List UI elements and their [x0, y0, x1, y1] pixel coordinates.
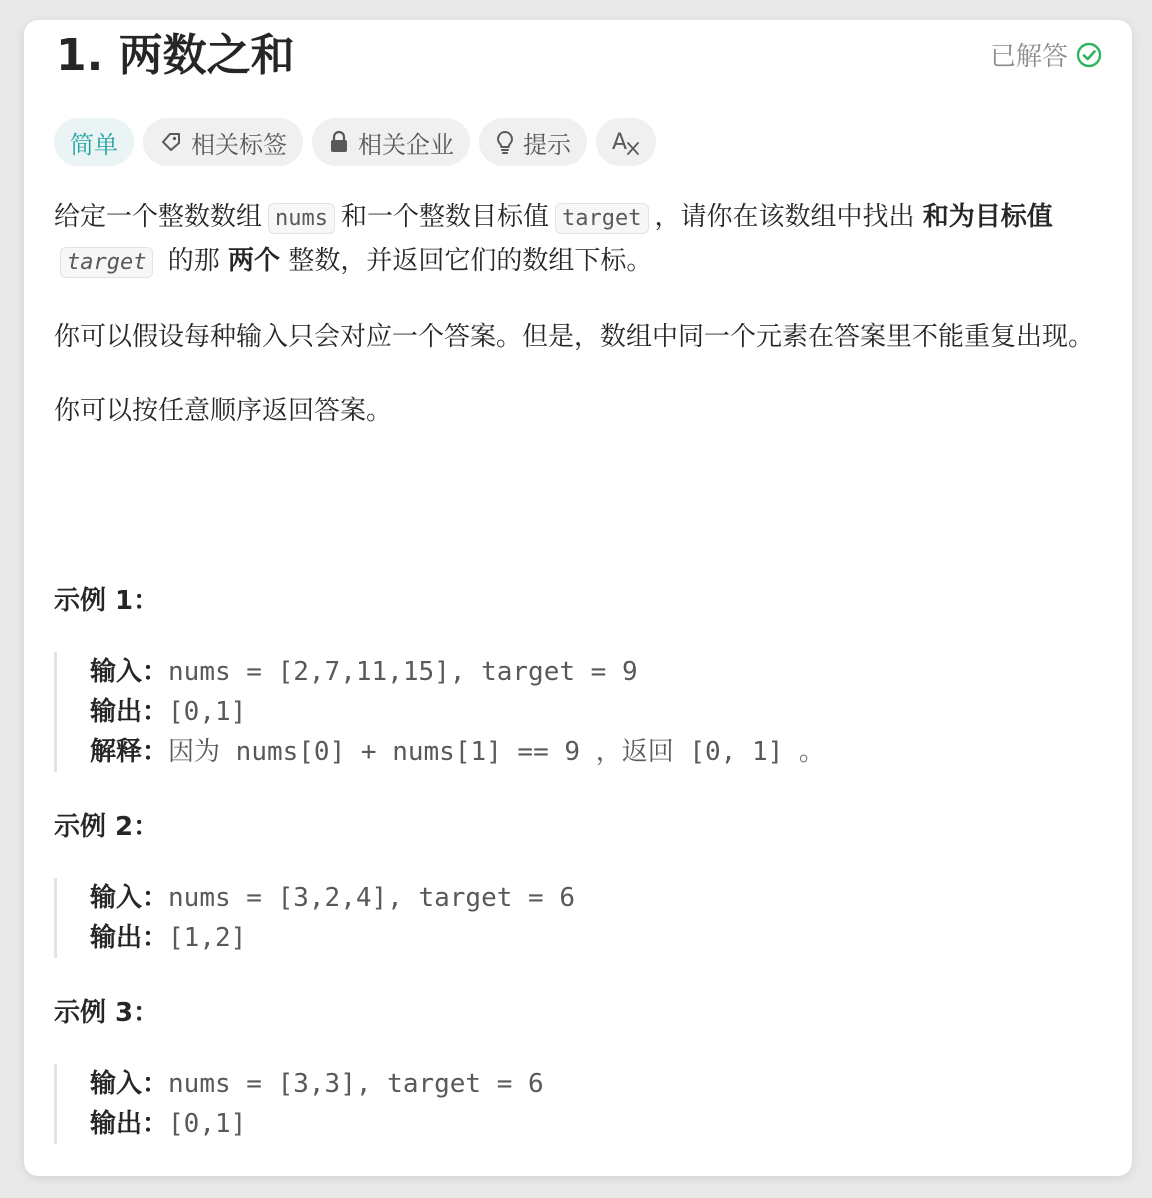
- inline-code-target: target: [555, 203, 648, 234]
- example-input-line: [90, 652, 1130, 692]
- translate-icon: [612, 130, 640, 155]
- input-value: nums = [3,2,4], target = 6: [168, 883, 576, 913]
- example-input-line: [90, 878, 1130, 918]
- example-3-block: [54, 1064, 1130, 1144]
- related-companies-button[interactable]: [312, 118, 470, 166]
- input-label: 输入：: [90, 1069, 169, 1099]
- desc-text: 和一个整数目标值: [341, 202, 550, 232]
- bold-text: 和为目标值: [922, 202, 1053, 232]
- output-value: [0,1]: [168, 1109, 247, 1139]
- solved-status-label: 已解答: [989, 42, 1068, 72]
- related-tags-button[interactable]: [143, 118, 303, 166]
- output-label: 输出：: [90, 697, 169, 727]
- description-paragraph-3: 你可以按任意顺序返回答案。: [54, 396, 393, 426]
- check-circle-icon: [1076, 42, 1102, 68]
- example-1-title: 示例 1：: [54, 586, 160, 616]
- input-value: nums = [3,3], target = 6: [168, 1069, 544, 1099]
- inline-code-target-italic: target: [60, 247, 153, 278]
- desc-text: 整数，并返回它们的数组下标。: [288, 246, 653, 276]
- example-2-block: [54, 878, 1130, 958]
- difficulty-tag[interactable]: [54, 118, 134, 166]
- input-label: 输入：: [90, 657, 169, 687]
- example-input-line: [90, 1064, 1130, 1104]
- desc-text: 给定一个整数数组: [54, 202, 263, 232]
- description-paragraph-2: 你可以假设每种输入只会对应一个答案。但是，数组中同一个元素在答案里不能重复出现。: [54, 322, 1095, 352]
- problem-title: 1. 两数之和: [56, 30, 295, 81]
- output-value: [0,1]: [168, 697, 247, 727]
- problem-card: [24, 20, 1132, 1176]
- output-label: 输出：: [90, 1109, 169, 1139]
- explain-label: 解释：: [90, 737, 169, 767]
- translate-label: A: [612, 129, 628, 155]
- example-3-title: 示例 3：: [54, 998, 160, 1028]
- translate-button[interactable]: [596, 118, 656, 166]
- output-value: [1,2]: [168, 923, 247, 953]
- output-label: 输出：: [90, 923, 169, 953]
- tag-bar: [54, 118, 656, 166]
- desc-text: 的那: [167, 246, 220, 276]
- desc-text: ，请你在该数组中找出: [654, 202, 915, 232]
- bold-text: 两个: [228, 246, 281, 276]
- example-1-block: [54, 652, 1130, 772]
- problem-description: [54, 196, 1104, 432]
- lock-icon: [328, 130, 350, 154]
- inline-code-nums: nums: [268, 203, 335, 234]
- example-2-title: 示例 2：: [54, 812, 160, 842]
- explain-value: 因为 nums[0] + nums[1] == 9 ，返回 [0, 1] 。: [168, 737, 825, 767]
- hint-label: 提示: [523, 130, 571, 159]
- related-tags-label: 相关标签: [191, 130, 287, 159]
- input-label: 输入：: [90, 883, 169, 913]
- description-paragraph-1: [54, 196, 1104, 284]
- example-output-line: [90, 692, 1130, 732]
- tag-icon: [159, 130, 183, 154]
- example-explain-line: [90, 732, 1130, 772]
- related-companies-label: 相关企业: [358, 130, 454, 159]
- example-output-line: [90, 918, 1130, 958]
- hint-button[interactable]: [479, 118, 587, 166]
- lightbulb-icon: [495, 129, 515, 155]
- difficulty-label: 简单: [70, 130, 118, 159]
- example-output-line: [90, 1104, 1130, 1144]
- input-value: nums = [2,7,11,15], target = 9: [168, 657, 638, 687]
- solved-status: [990, 36, 1102, 73]
